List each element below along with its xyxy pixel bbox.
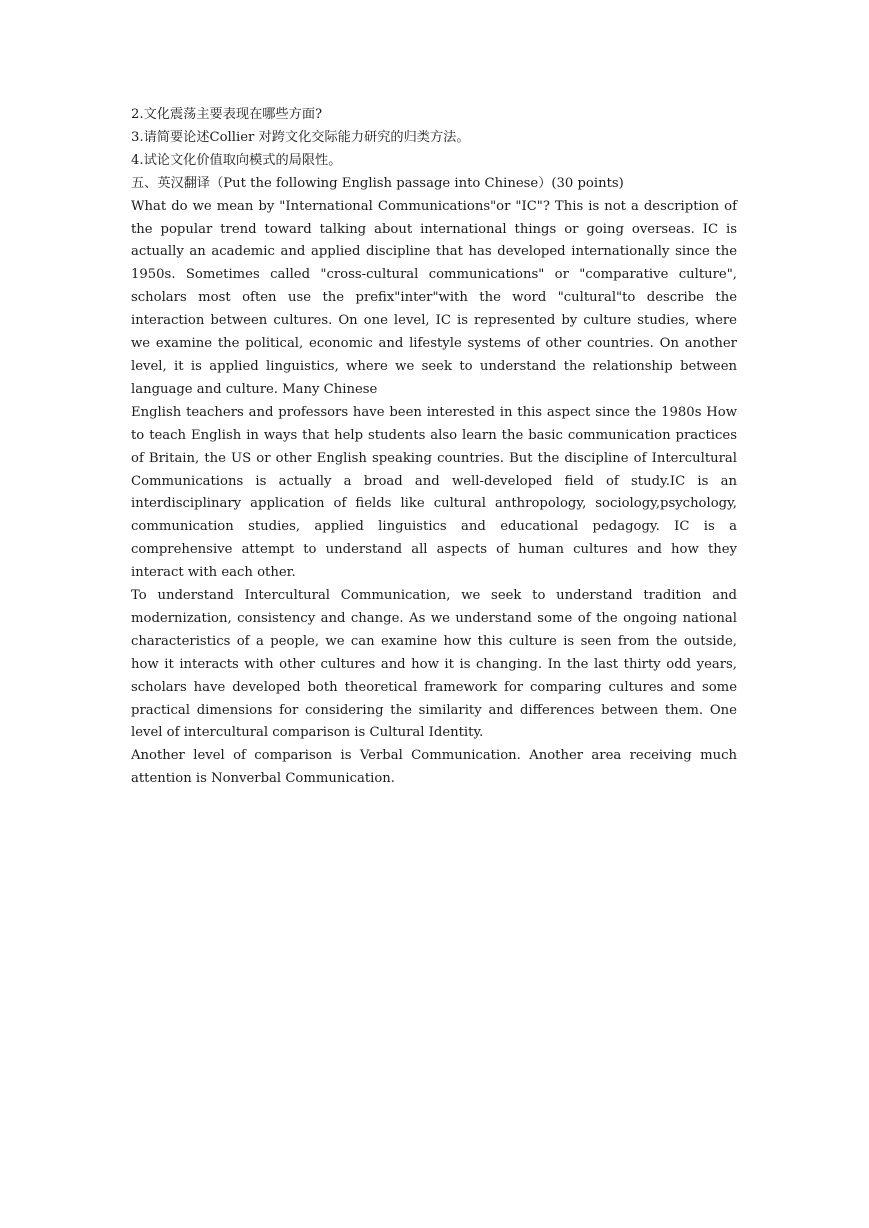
question-2: 2.文化震荡主要表现在哪些方面?: [131, 107, 323, 122]
question-4: 4.试论文化价值取向模式的局限性。: [131, 152, 342, 168]
passage-paragraph-2: English teachers and professors have been interested in this aspect since the 1980s How to teach English in ways that help students also learn the basic communication practices of Britain, the US or other English speaking countries. But the discipline of Intercultural Communications is actually a broad and well-developed field of study.IC is an interdisciplinary application of fields like cultural anthropology, sociology,psychology, communication studies, applied linguistics and educational pedagogy. IC is a comprehensive attempt to understand all aspects of human cultures and how they interact with each other.: [131, 404, 737, 581]
passage-paragraph-4: Another level of comparison is Verbal Communication. Another area receiving much attention is Nonverbal Communication.: [131, 748, 737, 787]
passage-paragraph-1: What do we mean by "International Communications"or "IC"? This is not a description of the popular trend toward talking about international things or going overseas. IC is actually an academic and applied discipline that has developed internationally since the 1950s. Sometimes called "cross-cultural communications" or "comparative culture", scholars most often use the prefix"inter"with the word "cultural"to describe the interaction between cultures. On one level, IC is represented by culture studies, where we examine the political, economic and lifestyle systems of other countries. On another level, it is applied linguistics, where we seek to understand the relationship between language and culture. Many Chinese: [131, 198, 737, 397]
section-title: 五、英汉翻译（Put the following English passage into Chinese）(30 points): [131, 175, 624, 191]
passage-paragraph-3: To understand Intercultural Communication, we seek to understand tradition and modernization, consistency and change. As we understand some of the ongoing national characteristics of a people, we can examine how this culture is seen from the outside, how it interacts with other cultures and how it is changing. In the last thirty odd years, scholars have developed both theoretical framework for comparing cultures and some practical dimensions for considering the similarity and differences between them. One level of intercultural comparison is Cultural Identity.: [131, 588, 737, 741]
question-3: 3.请简要论述Collier 对跨文化交际能力研究的归类方法。: [131, 129, 470, 145]
document-page: [131, 104, 737, 791]
